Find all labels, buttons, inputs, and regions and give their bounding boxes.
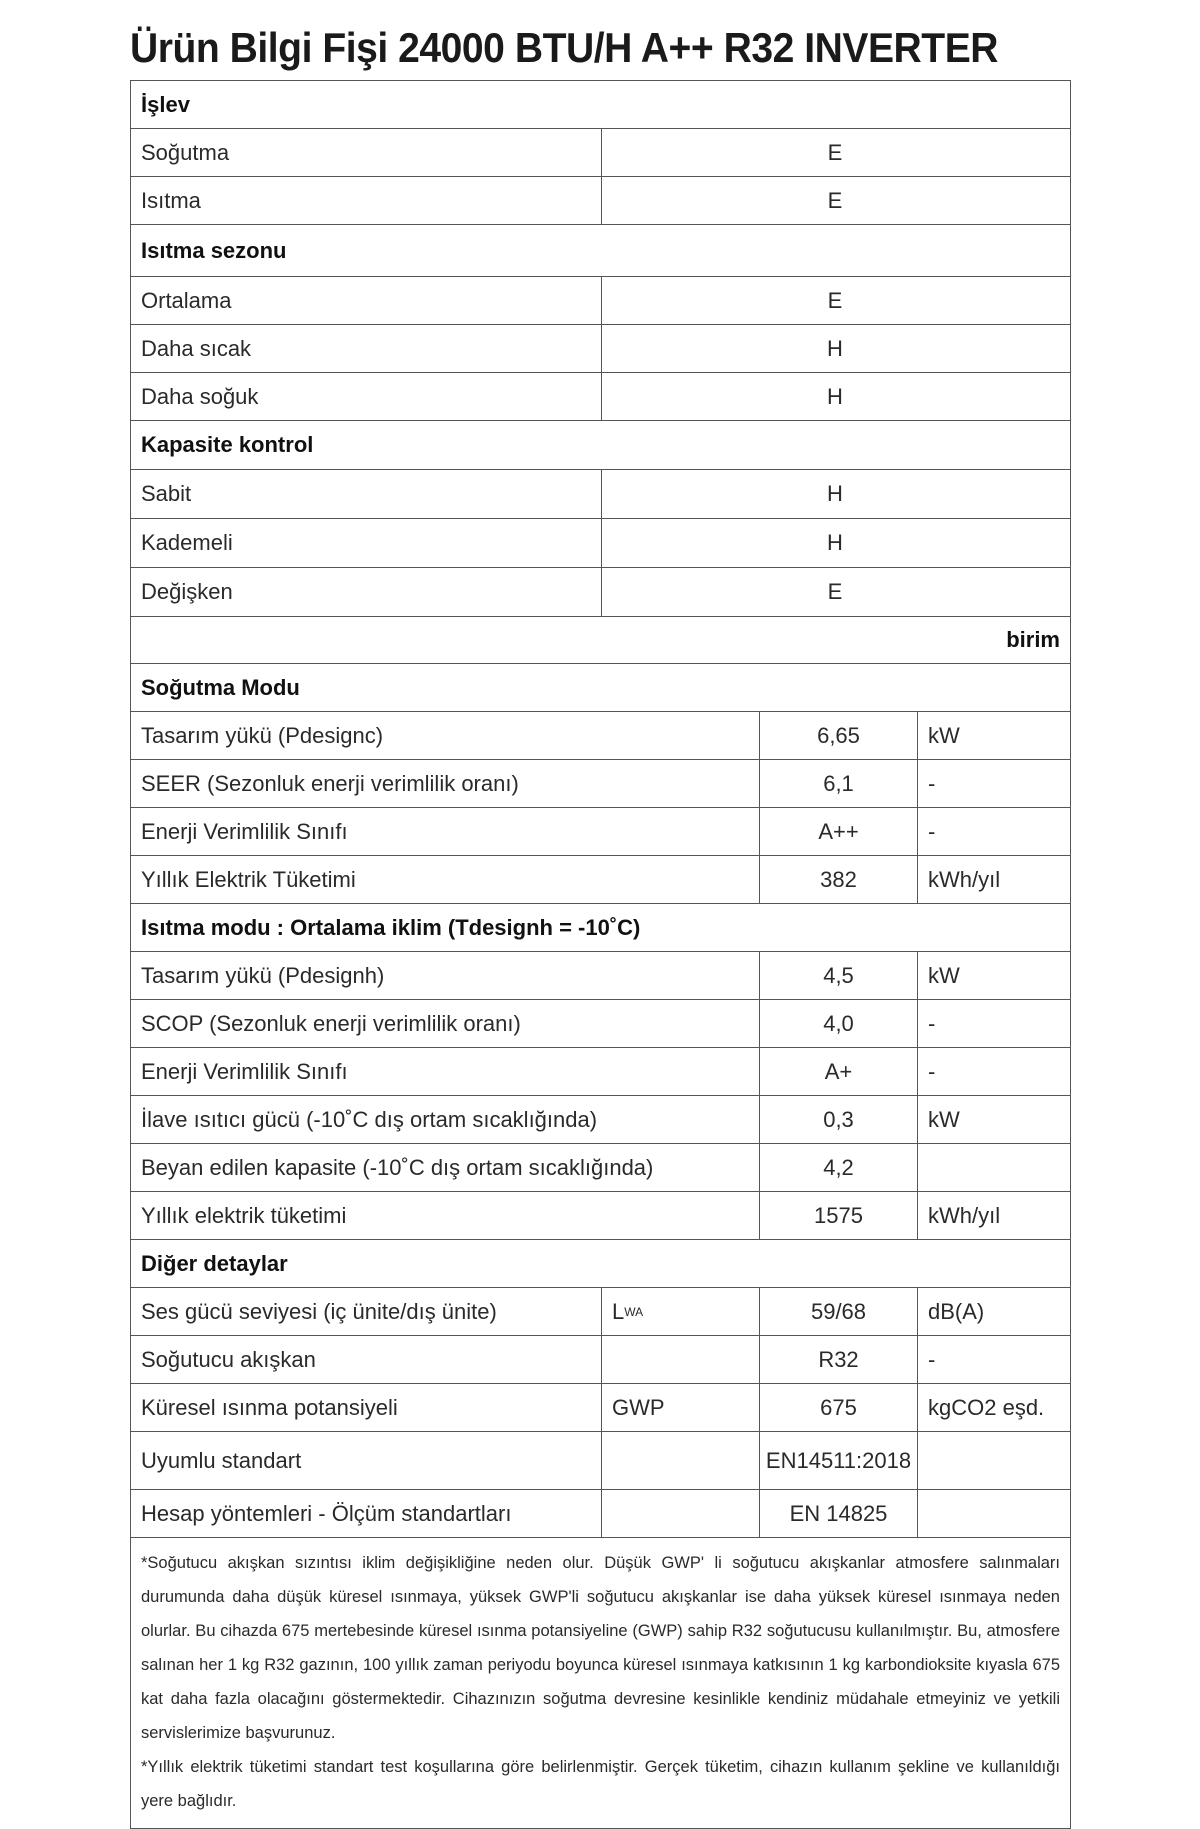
product-info-table [130, 80, 1071, 1829]
row-value: H [601, 519, 1070, 567]
row-unit: kW [917, 712, 1070, 759]
section-title: Soğutma Modu [141, 674, 300, 700]
row-value: H [601, 470, 1070, 518]
row-label: Ortalama [141, 287, 232, 313]
row-label: Uyumlu standart [141, 1447, 302, 1473]
row-label: Yıllık Elektrik Tüketimi [141, 866, 356, 892]
page-title: Ürün Bilgi Fişi 24000 BTU/H A++ R32 INVERTER [130, 24, 999, 71]
row-unit: kWh/yıl [917, 856, 1070, 903]
unit-header-row [131, 617, 1070, 664]
table-row [131, 1384, 1070, 1432]
row-value: E [601, 129, 1070, 176]
row-value: 6,65 [759, 712, 917, 759]
section-header-isitma-sezonu [131, 225, 1070, 277]
table-row [131, 325, 1070, 373]
row-unit: kW [917, 1096, 1070, 1143]
row-symbol: GWP [601, 1384, 759, 1431]
row-value: R32 [759, 1336, 917, 1383]
row-value: A++ [759, 808, 917, 855]
row-symbol [601, 1288, 759, 1335]
table-row [131, 1490, 1070, 1538]
table-row [131, 177, 1070, 225]
table-row [131, 519, 1070, 568]
section-header-sogutma-modu [131, 664, 1070, 712]
row-unit: - [917, 1048, 1070, 1095]
section-title: Isıtma modu : Ortalama iklim (Tdesignh = -10˚C) [141, 914, 641, 940]
row-label: İlave ısıtıcı gücü (-10˚C dış ortam sıcaklığında) [141, 1106, 598, 1132]
row-unit [917, 1490, 1070, 1537]
row-value: 6,1 [759, 760, 917, 807]
section-title: İşlev [141, 91, 190, 117]
table-row [131, 373, 1070, 421]
table-row [131, 808, 1070, 856]
table-row [131, 1096, 1070, 1144]
table-row [131, 1336, 1070, 1384]
row-value: 59/68 [759, 1288, 917, 1335]
row-label: Beyan edilen kapasite (-10˚C dış ortam sıcaklığında) [141, 1154, 654, 1180]
table-row [131, 568, 1070, 617]
section-header-islev [131, 81, 1070, 129]
table-row [131, 1192, 1070, 1240]
row-value: 675 [759, 1384, 917, 1431]
row-unit: dB(A) [917, 1288, 1070, 1335]
row-label: Daha soğuk [141, 383, 259, 409]
row-value: 1575 [759, 1192, 917, 1239]
row-label: Sabit [141, 481, 192, 506]
row-label: Değişken [141, 579, 233, 604]
row-unit [917, 1144, 1070, 1191]
row-unit: - [917, 1000, 1070, 1047]
row-unit: kgCO2 eşd. [917, 1384, 1070, 1431]
table-row [131, 1288, 1070, 1336]
row-symbol [601, 1336, 759, 1383]
row-label: Enerji Verimlilik Sınıfı [141, 1058, 348, 1084]
row-unit: - [917, 760, 1070, 807]
row-symbol [601, 1490, 759, 1537]
row-value: E [601, 277, 1070, 324]
footnote-refrigerant: *Soğutucu akışkan sızıntısı iklim değişikliğine neden olur. Düşük GWP' li soğutucu akışkanlar atmosfere salınmaları durumunda daha düşük küresel ısınmaya, yüksek GWP'li soğutucu akışkanlar ise daha yüksek küresel ısınmaya neden olurlar. Bu cihazda 675 mertebesinde küresel ısınma potansiyeline (GWP) sahip R32 soğutucusu kullanılmıştır. Bu, atmosfere salınan her 1 kg R32 gazının, 100 yıllık zaman periyodu boyunca küresel ısınmaya katkısının 1 kg karbondioksite kıyasla 675 kat daha fazla olacağını göstermektedir. Cihazınızın soğutma devresine kesinlikle kendiniz müdahale etmeyiniz ve yetkili servislerimize başvurunuz. [141, 1554, 1060, 1742]
row-label: SCOP (Sezonluk enerji verimlilik oranı) [141, 1010, 521, 1036]
table-row [131, 760, 1070, 808]
row-label: Ses gücü seviyesi (iç ünite/dış ünite) [141, 1298, 497, 1324]
table-row [131, 952, 1070, 1000]
row-symbol [601, 1432, 759, 1489]
section-title: Diğer detaylar [141, 1250, 288, 1276]
row-value: EN 14825 [759, 1490, 917, 1537]
row-value: 382 [759, 856, 917, 903]
row-label: Küresel ısınma potansiyeli [141, 1394, 398, 1420]
section-header-kapasite [131, 421, 1070, 470]
row-value: 4,5 [759, 952, 917, 999]
row-label: Daha sıcak [141, 335, 252, 361]
row-unit: - [917, 808, 1070, 855]
row-label: Enerji Verimlilik Sınıfı [141, 818, 348, 844]
section-title: Kapasite kontrol [141, 432, 314, 457]
unit-column-title: birim [1006, 627, 1060, 652]
table-row [131, 129, 1070, 177]
table-row [131, 470, 1070, 519]
row-unit [917, 1432, 1070, 1489]
row-label: Hesap yöntemleri - Ölçüm standartları [141, 1500, 512, 1526]
row-value: H [601, 325, 1070, 372]
table-row [131, 1048, 1070, 1096]
table-row [131, 712, 1070, 760]
row-unit: kW [917, 952, 1070, 999]
table-row [131, 277, 1070, 325]
row-value: 4,0 [759, 1000, 917, 1047]
row-label: Isıtma [141, 187, 201, 213]
row-value: EN14511:2018 [759, 1432, 917, 1489]
table-row [131, 1432, 1070, 1490]
table-row [131, 1144, 1070, 1192]
symbol-text: L [612, 1298, 625, 1324]
row-label: Tasarım yükü (Pdesignh) [141, 962, 385, 988]
footnote-consumption: *Yıllık elektrik tüketimi standart test koşullarına göre belirlenmiştir. Gerçek tüketim, cihazın kullanım şekline ve kullanıldığı yere bağlıdır. [141, 1758, 1060, 1810]
row-label: Tasarım yükü (Pdesignc) [141, 722, 384, 748]
row-label: Soğutma [141, 139, 230, 165]
row-label: Yıllık elektrik tüketimi [141, 1202, 347, 1228]
table-row [131, 1000, 1070, 1048]
section-title: Isıtma sezonu [141, 237, 287, 263]
row-value: E [601, 568, 1070, 616]
row-label: Kademeli [141, 530, 233, 555]
symbol-subscript: WA [624, 1304, 644, 1319]
row-label: SEER (Sezonluk enerji verimlilik oranı) [141, 770, 519, 796]
row-value: H [601, 373, 1070, 420]
row-value: 0,3 [759, 1096, 917, 1143]
table-row [131, 856, 1070, 904]
row-value: 4,2 [759, 1144, 917, 1191]
section-header-isitma-modu [131, 904, 1070, 952]
row-value: A+ [759, 1048, 917, 1095]
row-unit: - [917, 1336, 1070, 1383]
row-unit: kWh/yıl [917, 1192, 1070, 1239]
row-value: E [601, 177, 1070, 224]
section-header-diger [131, 1240, 1070, 1288]
row-label: Soğutucu akışkan [141, 1346, 316, 1372]
footnotes [131, 1538, 1070, 1828]
